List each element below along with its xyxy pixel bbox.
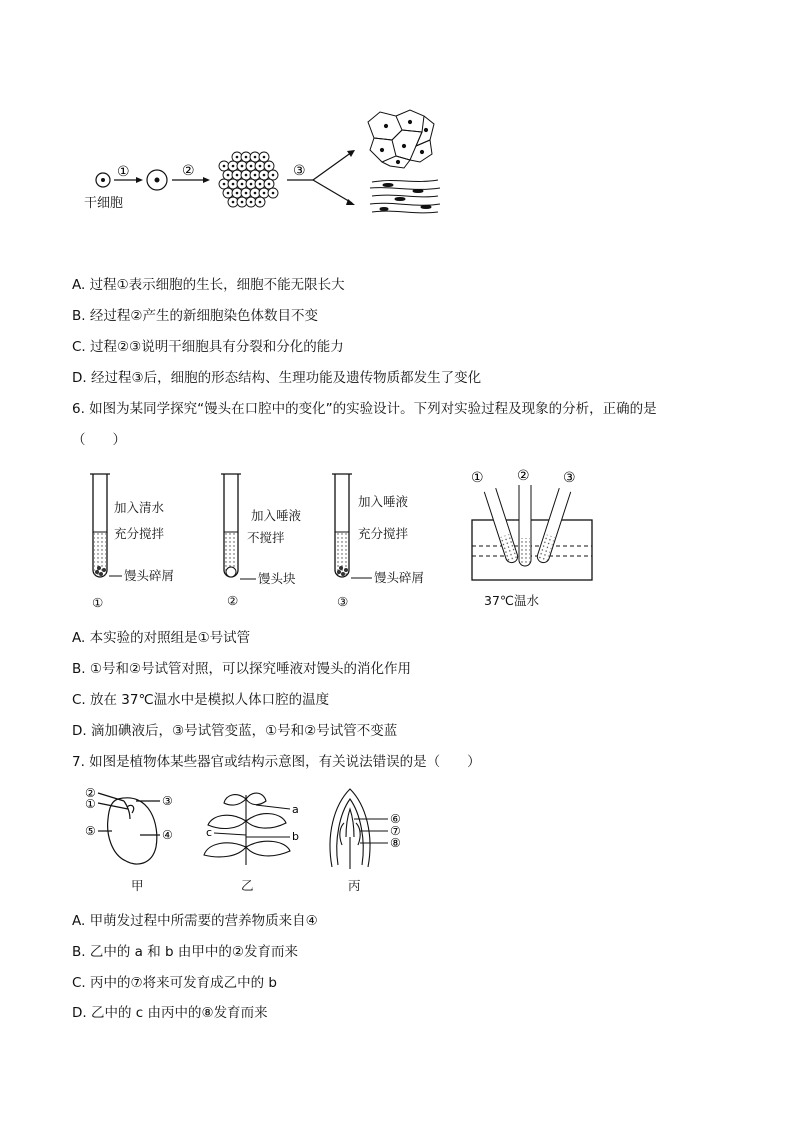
tube1-num: ①	[92, 595, 104, 610]
cluster-cell-nucleus	[223, 165, 226, 168]
cluster-cell-nucleus	[223, 183, 226, 186]
seedling	[204, 793, 290, 865]
tube3-content: 馒头碎屑	[374, 570, 425, 585]
tube3-line2: 充分搅拌	[358, 526, 409, 541]
cluster-cell-nucleus	[263, 156, 266, 159]
cluster-cell-nucleus	[250, 201, 253, 204]
q5-option-c: C. 过程②③说明干细胞具有分裂和分化的能力	[72, 339, 344, 355]
bing-label-7: ⑦	[390, 824, 401, 838]
tube2-content: 馒头块	[258, 571, 296, 586]
tube1-line1: 加入清水	[114, 500, 165, 515]
cluster-cell-nucleus	[254, 192, 257, 195]
caption-jia: 甲	[131, 878, 144, 893]
bing-label-8: ⑧	[390, 836, 401, 850]
yi-label-a: a	[292, 803, 299, 816]
tissue-upper	[368, 110, 434, 168]
cluster-cell-nucleus	[268, 165, 271, 168]
tissue-lower	[370, 180, 440, 213]
cluster-cell-nucleus	[227, 192, 230, 195]
tube1-content: 馒头碎屑	[124, 568, 175, 583]
cluster-cell-nucleus	[268, 183, 271, 186]
yi-label-b: b	[292, 830, 299, 843]
q6-option-c: C. 放在 37℃温水中是模拟人体口腔的温度	[72, 692, 330, 708]
jia-label-3: ③	[162, 794, 173, 808]
cluster-cell-nucleus	[263, 174, 266, 177]
q6-stem-line1: 6. 如图为某同学探究“馒头在口腔中的变化”的实验设计。下列对实验过程及现象的分析，正确的是	[72, 401, 657, 417]
bath-num-2: ②	[517, 468, 530, 484]
cluster-cell-nucleus	[245, 156, 248, 159]
tube1-line2: 充分搅拌	[114, 526, 165, 541]
bath-num-1: ①	[471, 470, 484, 486]
caption-yi: 乙	[241, 878, 254, 893]
cell-cluster	[219, 152, 278, 207]
cluster-cell-nucleus	[232, 165, 235, 168]
cluster-cell-nucleus	[259, 201, 262, 204]
q5-option-d: D. 经过程③后，细胞的形态结构、生理功能及遗传物质都发生了变化	[72, 370, 482, 386]
cluster-cell-nucleus	[272, 192, 275, 195]
cluster-cell-nucleus	[236, 156, 239, 159]
q6-option-d: D. 滴加碘液后，③号试管变蓝，①号和②号试管不变蓝	[72, 723, 398, 739]
bing-label-6: ⑥	[390, 812, 401, 826]
leaf-bud	[330, 789, 388, 869]
cluster-cell-nucleus	[254, 174, 257, 177]
cluster-cell-nucleus	[254, 156, 257, 159]
cluster-cell-nucleus	[259, 165, 262, 168]
step2-label: ②	[182, 163, 195, 179]
cluster-cell-nucleus	[227, 174, 230, 177]
tube2-line1: 加入唾液	[251, 508, 302, 523]
cluster-cell-nucleus	[241, 201, 244, 204]
cluster-cell-nucleus	[272, 174, 275, 177]
test-tube-2	[221, 474, 256, 579]
q6-stem-line2: （ ）	[72, 432, 126, 448]
q6-option-a: A. 本实验的对照组是①号试管	[72, 630, 251, 646]
q7-option-d: D. 乙中的 c 由丙中的⑧发育而来	[72, 1005, 268, 1021]
q7-option-a: A. 甲萌发过程中所需要的营养物质来自④	[72, 913, 318, 929]
q7-stem: 7. 如图是植物体某些器官或结构示意图，有关说法错误的是（ ）	[72, 754, 481, 770]
cluster-cell-nucleus	[245, 192, 248, 195]
q5-option-a: A. 过程①表示细胞的生长，细胞不能无限长大	[72, 277, 345, 293]
plant-structure-diagram	[0, 785, 794, 895]
q7-option-c: C. 丙中的⑦将来可发育成乙中的 b	[72, 975, 277, 991]
q6-option-b: B. ①号和②号试管对照，可以探究唾液对馒头的消化作用	[72, 661, 412, 677]
cluster-cell-nucleus	[250, 165, 253, 168]
tube2-line2: 不搅拌	[247, 530, 285, 545]
cluster-cell-nucleus	[263, 192, 266, 195]
step1-label: ①	[117, 164, 130, 180]
yi-label-c: c	[206, 826, 213, 839]
cluster-cell-nucleus	[259, 183, 262, 186]
q7-option-b: B. 乙中的 a 和 b 由甲中的②发育而来	[72, 944, 298, 960]
bean-seed	[98, 793, 160, 864]
tube3-num: ③	[337, 594, 349, 609]
cluster-cell-nucleus	[236, 174, 239, 177]
bath-num-3: ③	[563, 470, 576, 486]
jia-label-5: ⑤	[85, 824, 96, 838]
stem-cell	[96, 173, 110, 187]
grown-cell	[147, 170, 167, 190]
jia-label-2: ②	[85, 786, 96, 800]
bath-label: 37℃温水	[484, 593, 539, 608]
tube3-line1: 加入唾液	[358, 494, 409, 509]
cluster-cell-nucleus	[232, 201, 235, 204]
cluster-cell-nucleus	[245, 174, 248, 177]
cluster-cell-nucleus	[241, 183, 244, 186]
jia-label-1: ①	[85, 797, 96, 811]
jia-label-4: ④	[162, 828, 173, 842]
cluster-cell-nucleus	[236, 192, 239, 195]
cluster-cell-nucleus	[232, 183, 235, 186]
caption-bing: 丙	[348, 878, 361, 893]
tube2-num: ②	[227, 593, 239, 608]
water-bath	[472, 485, 592, 580]
cluster-cell-nucleus	[250, 183, 253, 186]
step3-label: ③	[293, 163, 306, 179]
cluster-cell-nucleus	[241, 165, 244, 168]
stem-cell-label: 干细胞	[84, 196, 124, 211]
q5-option-b: B. 经过程②产生的新细胞染色体数目不变	[72, 308, 318, 324]
